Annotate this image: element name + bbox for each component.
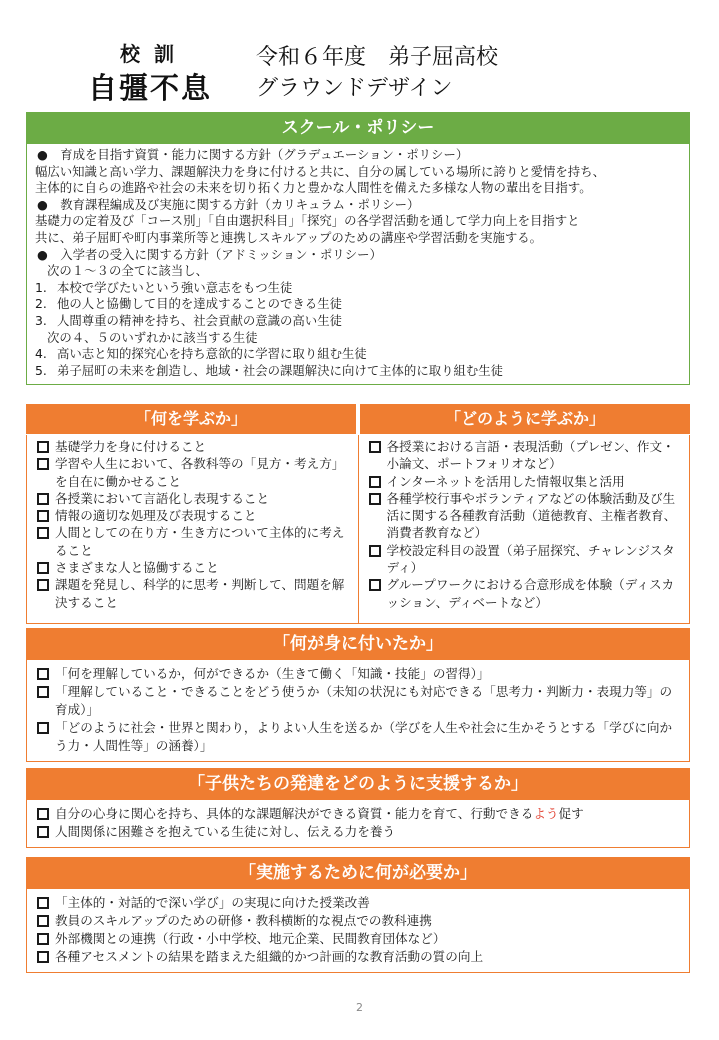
list-item xyxy=(369,473,684,490)
necessary-section xyxy=(26,857,690,973)
policy-line xyxy=(35,280,681,297)
list-number: 1. xyxy=(35,279,47,295)
checkbox-square-icon xyxy=(37,722,49,734)
school-motto: 自彊不息 xyxy=(88,71,213,105)
policy-line: 基礎力の定着及び「コース別」「自由選択科目」「探究」の各学習活動を通して学力向上を目指すと xyxy=(35,213,580,229)
list-item-text: 情報の適切な処理及び表現すること xyxy=(55,508,257,524)
policy-line xyxy=(35,313,681,330)
necessary-list xyxy=(26,889,690,973)
policy-line: 次の１～３の全てに該当し、 xyxy=(47,263,209,279)
list-item xyxy=(369,438,684,473)
school-policy-title: スクール・ポリシー xyxy=(26,112,690,144)
support-item-1-highlight: よう xyxy=(533,806,559,821)
list-item xyxy=(37,507,352,524)
policy-line: 幅広い知識と高い学力、課題解決力を身に付けると共に、自分の属している場所に誇りと愛情を持ち、 xyxy=(35,163,605,179)
list-item-text: グループワークにおける合意形成を体験（ディスカッション、ディベートなど） xyxy=(386,577,675,610)
list-item xyxy=(369,490,684,542)
checkbox-square-icon xyxy=(37,562,49,574)
school-policy-body xyxy=(26,144,690,385)
list-item-text: 外部機関との連携（行政・小中学校、地元企業、民間教育団体など） xyxy=(55,931,446,946)
list-item xyxy=(37,805,681,823)
checkbox-square-icon xyxy=(37,897,49,909)
how-to-learn-column xyxy=(358,404,690,435)
list-item-text: 「理解していること・できることをどう使うか（未知の状況にも対応できる「思考力・判断力・表現力等」の育成）」 xyxy=(55,684,673,717)
list-item-text: 教員のスキルアップのための研修・教科横断的な視点での教科連携 xyxy=(55,913,432,928)
checkbox-square-icon xyxy=(37,510,49,522)
list-item-text: 人間としての在り方・生き方について主体的に考えること xyxy=(55,525,345,558)
checkbox-square-icon xyxy=(37,493,49,505)
school-policy-section xyxy=(26,112,690,385)
checkbox-square-icon xyxy=(37,951,49,963)
list-number: 2. xyxy=(35,296,47,312)
checkbox-square-icon xyxy=(37,808,49,820)
policy-line xyxy=(35,363,681,380)
what-to-learn-list xyxy=(27,435,358,623)
checkbox-square-icon xyxy=(37,933,49,945)
list-item xyxy=(37,912,681,930)
list-item-text: 学校設定科目の設置（弟子屈探究、チャレンジスタディ） xyxy=(386,542,675,576)
list-item xyxy=(37,559,352,576)
list-item xyxy=(37,823,681,841)
school-motto-label: 校訓 xyxy=(120,42,188,66)
list-item-text: 各種学校行事やボランティアなどの体験活動及び生活に関する各種教育活動（道徳教育、主権者教育、消費者教育など） xyxy=(386,490,677,541)
checkbox-square-icon xyxy=(37,458,49,470)
page-header xyxy=(0,0,719,110)
policy-line-text: 弟子屈町の未来を創造し、地域・社会の課題解決に向けて主体的に取り組む生徒 xyxy=(57,362,504,378)
checkbox-square-icon xyxy=(369,476,381,488)
list-number: 4. xyxy=(35,346,47,362)
policy-line: ● 教育課程編成及び実施に関する方針（カリキュラム・ポリシー） xyxy=(37,196,420,212)
list-item-text: インターネットを活用した情報収集と活用 xyxy=(386,473,625,489)
support-item-1-tail: 促す xyxy=(558,806,584,821)
list-item xyxy=(37,683,681,719)
list-item-text: 各授業における言語・表現活動（プレゼン、作文・小論文、ポートフォリオなど） xyxy=(386,439,675,472)
checkbox-square-icon xyxy=(37,826,49,838)
policy-line: 次の４、５のいずれかに該当する生徒 xyxy=(47,329,258,345)
checkbox-square-icon xyxy=(369,493,381,505)
acquired-title: 「何が身に付いたか」 xyxy=(26,628,690,660)
policy-line xyxy=(35,346,681,363)
checkbox-square-icon xyxy=(369,579,381,591)
list-item-text: 各種アセスメントの結果を踏まえた組織的かつ計画的な教育活動の質の向上 xyxy=(55,949,484,964)
checkbox-square-icon xyxy=(37,915,49,927)
list-number: 3. xyxy=(35,312,47,328)
what-to-learn-title: 「何を学ぶか」 xyxy=(26,404,356,435)
list-item xyxy=(37,455,352,490)
how-to-learn-title: 「どのように学ぶか」 xyxy=(360,404,690,435)
policy-line: ● 育成を目指す資質・能力に関する方針（グラデュエーション・ポリシー） xyxy=(37,147,469,162)
list-item xyxy=(37,524,352,559)
checkbox-square-icon xyxy=(37,686,49,698)
support-item-2-text: 人間関係に困難さを抱えている生徒に対し、伝える力を養う xyxy=(55,824,396,839)
list-item xyxy=(37,948,681,966)
what-to-learn-column xyxy=(26,404,358,435)
list-item xyxy=(37,665,681,683)
list-item-text: 基礎学力を身に付けること xyxy=(55,439,207,454)
policy-line-text: 他の人と協働して目的を達成することのできる生徒 xyxy=(57,296,342,312)
policy-line: ● 入学者の受入に関する方針（アドミッション・ポリシー） xyxy=(37,246,382,262)
acquired-section xyxy=(26,628,690,762)
checkbox-square-icon xyxy=(37,668,49,680)
list-item xyxy=(37,490,352,507)
list-item-text: 学習や人生において、各教科等の「見方・考え方」を自在に働かせること xyxy=(55,456,345,489)
policy-line-text: 人間尊重の精神を持ち、社会貢献の意識の高い生徒 xyxy=(57,312,342,328)
list-number: 5. xyxy=(35,362,47,378)
policy-line: 共に、弟子屈町や町内事業所等と連携しスキルアップのための講座や学習活動を実施する。 xyxy=(35,229,543,245)
page-number: 2 xyxy=(356,1001,363,1014)
document-title: 令和６年度 弟子屈高校 xyxy=(256,45,499,70)
list-item xyxy=(37,719,681,755)
list-item xyxy=(37,894,681,912)
list-item xyxy=(37,930,681,948)
list-item-text: さまざまな人と協働すること xyxy=(55,560,219,576)
support-section xyxy=(26,768,690,848)
list-item xyxy=(369,576,684,611)
document-subtitle: グラウンドデザイン xyxy=(256,76,453,101)
support-title: 「子供たちの発達をどのように支援するか」 xyxy=(26,768,690,800)
list-item xyxy=(37,576,352,611)
support-item-1-text: 自分の心身に関心を持ち、具体的な課題解決ができる資質・能力を育て、行動できる xyxy=(55,806,534,821)
list-item-text: 各授業において言語化し表現すること xyxy=(55,490,270,506)
policy-line-text: 本校で学びたいという強い意志をもつ生徒 xyxy=(57,279,293,295)
list-item-text: 「何を理解しているか，何ができるか（生きて働く「知識・技能」の習得）」 xyxy=(55,666,490,681)
checkbox-square-icon xyxy=(369,545,381,557)
checkbox-square-icon xyxy=(37,527,49,539)
checkbox-square-icon xyxy=(37,579,49,591)
checkbox-square-icon xyxy=(369,441,381,453)
acquired-list xyxy=(26,660,690,762)
policy-line xyxy=(35,296,681,313)
list-item-text: 「どのように社会・世界と関わり，よりよい人生を送るか（学びを人生や社会に生かそうとする「学びに向かう力・人間性等」の涵養）」 xyxy=(55,720,673,753)
policy-line: 主体的に自らの進路や社会の未来を切り拓く力と豊かな人間性を備えた多様な人物の輩出を目指す。 xyxy=(35,180,592,196)
list-item-text: 「主体的・対話的で深い学び」の実現に向けた授業改善 xyxy=(55,895,370,910)
learning-section xyxy=(26,404,690,624)
list-item xyxy=(37,438,352,455)
support-list xyxy=(26,800,690,848)
list-item-text: 課題を発見し、科学的に思考・判断して、問題を解決すること xyxy=(55,577,345,610)
list-item xyxy=(369,542,684,577)
necessary-title: 「実施するために何が必要か」 xyxy=(26,857,690,889)
how-to-learn-list xyxy=(358,435,690,623)
policy-line-text: 高い志と知的探究心を持ち意欲的に学習に取り組む生徒 xyxy=(57,346,367,362)
checkbox-square-icon xyxy=(37,441,49,453)
